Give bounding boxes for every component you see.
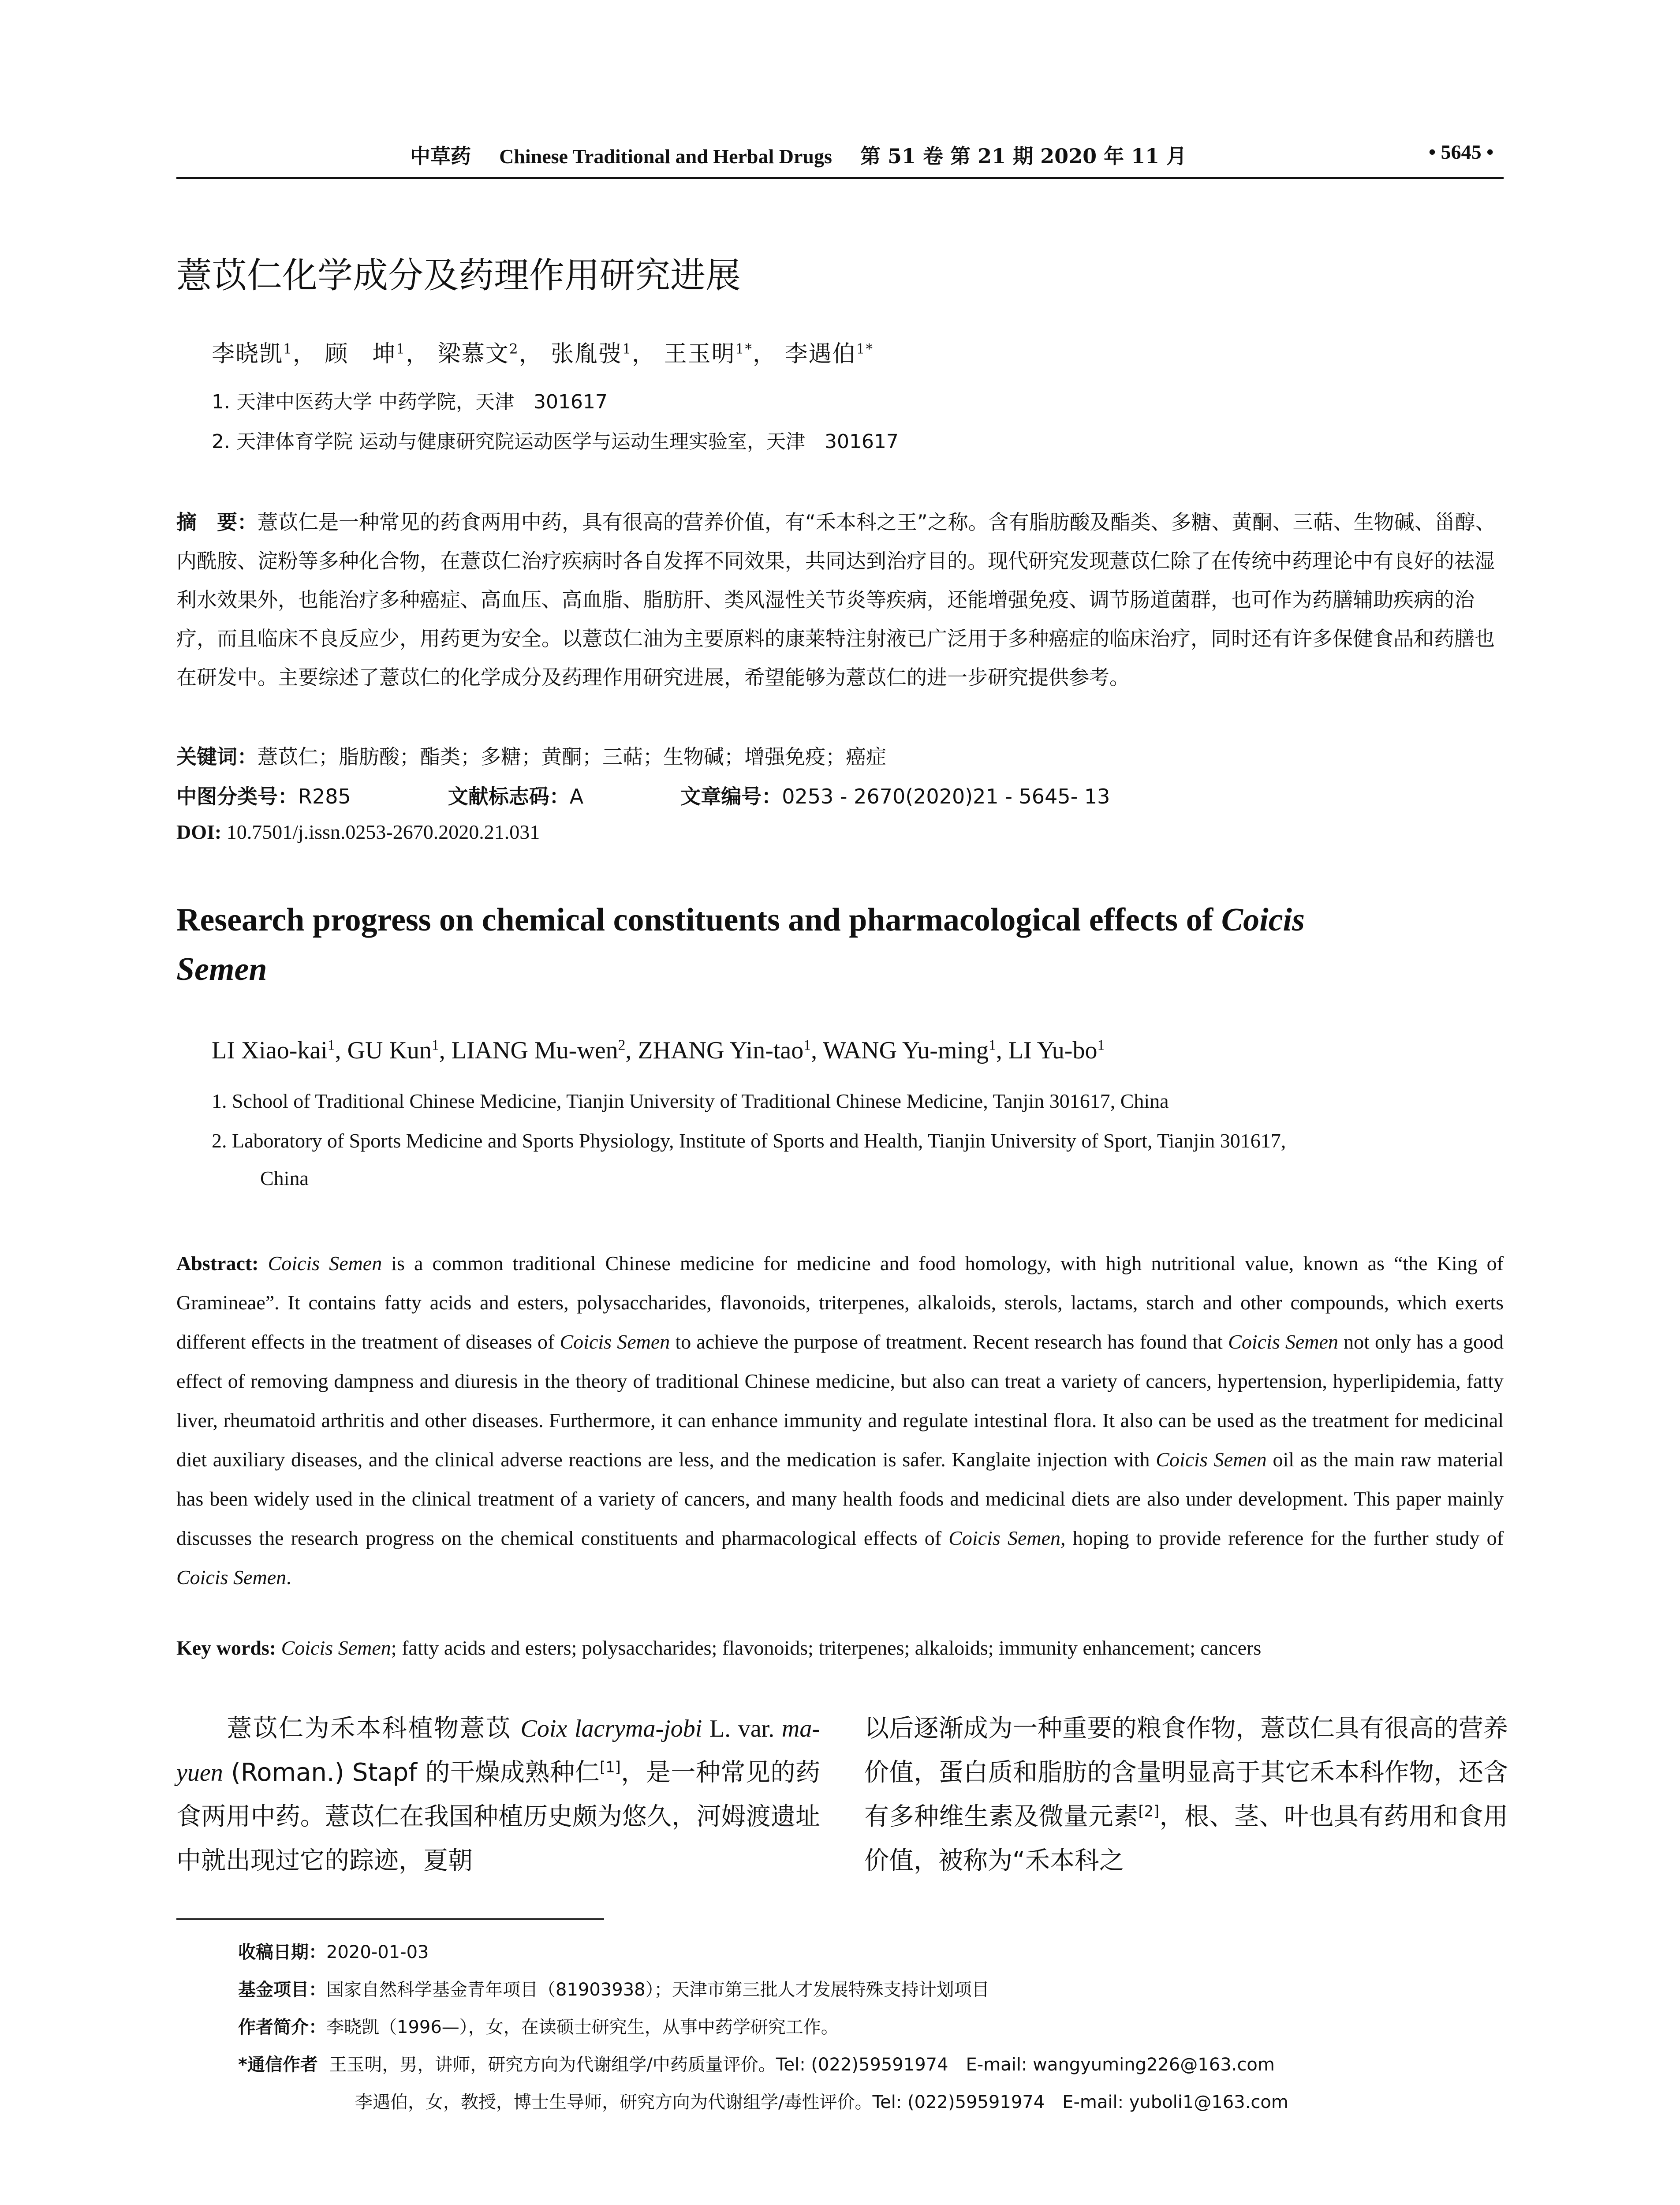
authors-en: LI Xiao-kai$^1$, GU Kun$^1$, LIANG Mu-wen$^2$, ZHANG Yin-tao$^1$, WANG Yu-ming$^1$, LI $Yu-bo^1$ [212,1037,1105,1064]
body-column-left: 薏苡仁为禾本科植物薏苡 Coix lacryma-jobi L. var. ma-yuen (Roman.) Stapf 的干燥成熟种仁[1]，是一种常见的药食两用中药。薏苡仁在我国种植历史颇为悠久，河姆渡遗址中就出现过它的踪迹，夏朝 [176,1714,820,1875]
abstract-cn-text: 薏苡仁是一种常见的药食两用中药，具有很高的营养价值，有“禾本科之王”之称。含有脂肪酸及酯类、多糖、黄酮、三萜、生物碱、甾醇、内酰胺、淀粉等多种化合物，在薏苡仁治疗疾病时各自发挥不同效果，共同达到治疗目的。现代研究发现薏苡仁除了在传统中药理论中有良好的祛湿利水效果外，也能治疗多种癌症、高血压、高血脂、脂肪肝、类风湿性关节炎等疾病，还能增强免疫、调节肠道菌群，也可作为药膳辅助疾病的治疗，而且临床不良反应少，用药更为安全。以薏苡仁油为主要原料的康莱特注射液已广泛用于多种癌症的临床治疗，同时还有许多保健食品和药膳也在研发中。主要综述了薏苡仁的化学成分及药理作用研究进展，希望能够为薏苡仁的进一步研究提供参考。 [176,510,1496,689]
body-column-right: 以后逐渐成为一种重要的粮食作物，薏苡仁具有很高的营养价值，蛋白质和脂肪的含量明显高于其它禾本科作物，还含有多种维生素及微量元素[2]，根、茎、叶也具有药用和食用价值，被称为“禾本科之 [864,1714,1508,1875]
abstract-en-label: Abstract: [176,1252,259,1274]
citation-ref: [1] [600,1758,621,1776]
journal-name-en: Chinese Traditional and Herbal Drugs [499,145,832,168]
abstract-en: Abstract: Coicis Semen is a common traditional Chinese medicine for medicine and food homology, with high nutritional value, known as “the King of Gramineae”. It contains fatty acids and esters, polysaccharides, flavonoids, triterpenes, alkaloids, sterols, lactams, starch and other compounds, which exerts different effects in the treatment of diseases of Coicis Semen to achieve the purpose of treatment. Recent research has found that Coicis Semen not only has a good effect of removing dampness and diuresis in the theory of traditional Chinese medicine, but also can treat a variety of cancers, hypertension, hyperlipidemia, fatty liver, rheumatoid arthritis and other diseases. Furthermore, it can enhance immunity and regulate intestinal flora. It also can be used as the treatment for medicinal diet auxiliary diseases, and the clinical adverse reactions are less, and the medication is safer. Kanglaite injection with Coicis Semen oil as the main raw material has been widely used in the clinical treatment of a variety of cancers, and many health foods and medicinal diets are also under development. This paper mainly discusses the research progress on the chemical constituents and pharmacological effects of Coicis Semen, hoping to provide reference for the further study of Coicis Semen. [176,1252,1504,1588]
author-en: LIANG Mu-wen$^2$ [451,1037,626,1064]
footnote-author: 作者简介：李晓凯（1996—），女，在读硕士研究生，从事中药学研究工作。 [238,2017,839,2037]
author-en: LI $Yu-bo^1$ [1008,1037,1105,1064]
affiliation-cn-2: 2. 天津体育学院 运动与健康研究院运动医学与运动生理实验室，天津 301617 [212,430,899,453]
header-rule [176,177,1504,179]
doi-label: DOI: [176,821,222,843]
author-en: LI Xiao-kai$^1$ [212,1037,335,1064]
keywords-cn-label: 关键词： [176,745,258,769]
keywords-cn-text: 薏苡仁；脂肪酸；酯类；多糖；黄酮；三萜；生物碱；增强免疫；癌症 [258,745,886,769]
clc-label: 中图分类号： [176,785,298,808]
title-cn: 薏苡仁化学成分及药理作用研究进展 [176,255,741,296]
keywords-en-label: Key words: [176,1637,276,1659]
running-header [410,140,1187,169]
author-cn: 李晓凯$^1$ [212,341,293,367]
author-cn: 顾 坤$^1$ [325,341,406,367]
affiliation-en-1: 1. School of Traditional Chinese Medicine, Tianjin University of Traditional Chinese Medicine, Tanjin 301617, China [212,1090,1169,1112]
authors-cn: 李晓凯$^1$， 顾 坤$^1$， 梁慕文$^2$， 张胤弢$^1$， 王玉明$^{1*}$， 李遇伯$^{1*}$ [212,341,874,367]
citation-ref: [2] [1138,1802,1160,1820]
author-cn: 李遇伯$^{1*}$ [784,341,874,367]
footnote-received: 收稿日期：2020-01-03 [238,1942,429,1962]
author-cn: 张胤弢$^1$ [551,341,632,367]
classification-row [176,781,1110,810]
affiliation-cn-1: 1. 天津中医药大学 中药学院，天津 301617 [212,391,608,413]
author-cn: 王玉明$^{1*}$ [664,341,753,367]
author-en: ZHANG Yin-tao$^1$ [638,1037,811,1064]
footnote-fund: 基金项目：国家自然科学基金青年项目（81903938）；天津市第三批人才发展特殊支持计划项目 [238,1980,989,2000]
footnote-corresponding: *通信作者 王玉明，男，讲师，研究方向为代谢组学/中药质量评价。Tel: (022)59591974 E-mail: wangyuming226@163.com [238,2055,1275,2075]
title-en: Research progress on chemical constituents and pharmacological effects of Coicis Semen [176,902,1305,987]
article-no-value: 0253 - 2670(2020)21 - 5645- 13 [782,785,1110,808]
page-number: • 5645 • [1429,141,1494,163]
keywords-cn [176,741,886,770]
footnote-corresponding-2: 李遇伯，女，教授，博士生导师，研究方向为代谢组学/毒性评价。Tel: (022)59591974 E-mail: yuboli1@163.com [355,2092,1288,2112]
footnote-rule [176,1918,604,1920]
keywords-en: Key words: Coicis Semen; fatty acids and esters; polysaccharides; flavonoids; triterpenes; alkaloids; immunity enhancement; cancers [176,1637,1262,1659]
affiliation-en-2: 2. Laboratory of Sports Medicine and Sports Physiology, Institute of Sports and Health, Tianjin University of Sport, Tianjin 301617, [212,1129,1286,1152]
doi-value: 10.7501/j.issn.0253-2670.2020.21.031 [226,821,540,843]
affiliation-en-2-cont: China [260,1167,309,1189]
volume-issue: 第 51 卷 第 21 期 2020 年 11 月 [860,144,1187,168]
doi-row [176,820,540,844]
abstract-cn [176,503,1504,697]
abstract-cn-label: 摘 要： [176,510,258,534]
author-cn: 梁慕文$^2$ [437,341,519,367]
clc-value: R285 [298,785,351,808]
author-en: WANG Yu-ming$^1$ [823,1037,996,1064]
article-no-label: 文章编号： [680,785,782,808]
journal-name-cn: 中草药 [410,144,471,168]
doc-code-value: A [569,785,584,808]
author-en: GU Kun$^1$ [347,1037,439,1064]
doc-code-label: 文献标志码： [448,785,570,808]
